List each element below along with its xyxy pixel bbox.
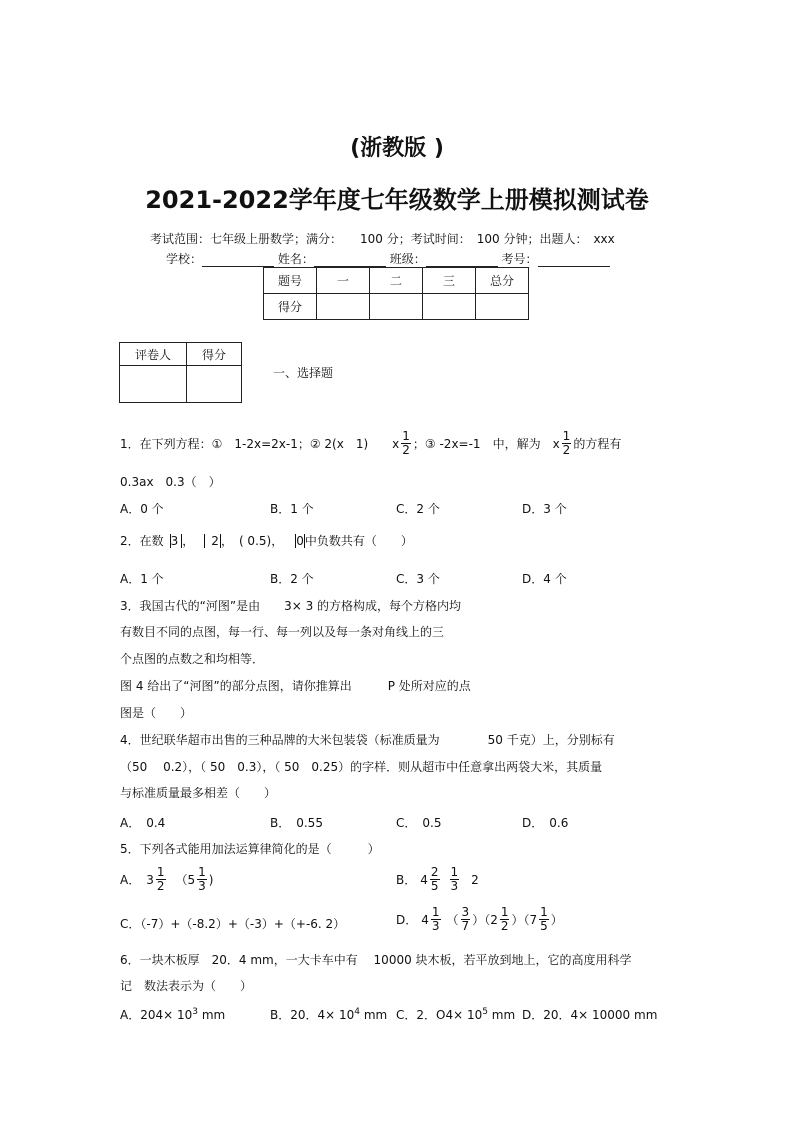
score-cell <box>370 294 423 320</box>
whole: 2 <box>490 912 498 927</box>
school-label: 学校： <box>166 252 203 266</box>
grader-header-cell: 评卷人 <box>120 343 187 366</box>
paren: （ <box>175 873 188 887</box>
exponent: 3 <box>192 1007 198 1017</box>
question-6-line: 记 数法表示为（ ） <box>120 979 253 993</box>
mixed-number <box>146 866 167 893</box>
exponent: 5 <box>482 1007 488 1017</box>
q4-option-b: B． 0.55 <box>270 816 323 830</box>
q6-option-d: D．20．4× 10000 mm <box>522 1008 658 1022</box>
numerator: 3 <box>461 905 470 919</box>
fraction <box>500 906 510 933</box>
mixed-number <box>530 906 551 933</box>
option-text: mm <box>360 1008 388 1022</box>
score-header-cell: 二 <box>370 268 423 294</box>
option-text: mm <box>198 1008 226 1022</box>
q6-option-c <box>396 1006 515 1023</box>
question-2-stem <box>120 532 413 549</box>
q1-text: ；③ -2x=-1 中，解为 x <box>412 437 560 451</box>
fraction <box>197 866 207 893</box>
q6-option-b <box>270 1006 387 1023</box>
score-header-cell: 总分 <box>476 268 529 294</box>
score-cell <box>423 294 476 320</box>
numerator: 1 <box>402 429 410 443</box>
score-row-label: 得分 <box>264 294 317 320</box>
q1-option-a: A．0 个 <box>120 502 164 516</box>
whole: 4 <box>420 872 428 887</box>
q2-text: 3 <box>170 533 179 548</box>
option-label: D． <box>396 913 418 927</box>
question-5-stem: 5．下列各式能用加法运算律简化的是（ ） <box>120 842 380 856</box>
paren: ）（ <box>511 913 530 927</box>
question-4-line: 与标准质量最多相差（ ） <box>120 786 277 800</box>
q4-option-a: A． 0.4 <box>120 816 166 830</box>
score-cell <box>317 294 370 320</box>
q4-option-c: C． 0.5 <box>396 816 442 830</box>
score-table <box>263 267 529 320</box>
page-title: 2021-2022学年度七年级数学上册模拟测试卷 <box>145 186 649 214</box>
exponent: 4 <box>354 1007 361 1017</box>
fraction <box>450 866 460 893</box>
name-blank <box>314 253 386 267</box>
denominator: 2 <box>500 919 509 933</box>
mixed-number <box>421 906 442 933</box>
q4-option-d: D． 0.6 <box>522 816 569 830</box>
number: 2 <box>471 872 479 887</box>
q2-text: ， <box>182 534 195 548</box>
fraction <box>562 430 572 457</box>
q2-option-d: D．4 个 <box>522 572 567 586</box>
question-3-line: 图是（ ） <box>120 706 193 720</box>
paren: ）（ <box>472 913 491 927</box>
numerator: 1 <box>562 429 571 443</box>
denominator: 3 <box>198 879 206 893</box>
denominator: 2 <box>156 879 165 893</box>
denominator: 5 <box>430 879 439 893</box>
whole: 7 <box>529 912 538 927</box>
mixed-number <box>420 866 441 893</box>
grader-header-cell: 得分 <box>187 343 242 366</box>
numerator: 1 <box>540 905 548 919</box>
q5-option-c: C．（-7）+（-8.2）+（-3）+（+-6. 2） <box>120 917 346 931</box>
question-3-line: 有数目不同的点图，每一行、每一列以及每一条对角线上的三 <box>120 625 445 639</box>
q5-option-a <box>120 866 213 893</box>
denominator: 5 <box>540 919 548 933</box>
score-header-cell: 题号 <box>264 268 317 294</box>
number-label: 考号： <box>501 252 538 266</box>
q1-text: 的方程有 <box>573 437 622 451</box>
question-3-line: 3．我国古代的“河图”是由 3× 3 的方格构成，每个方格内均 <box>120 599 462 613</box>
q2-text: 中负数共有（ ） <box>304 534 413 548</box>
option-text: C．2．O4× 10 <box>396 1008 483 1022</box>
paren: ） <box>550 913 563 927</box>
question-3-line: 图 4 给出了“河图”的部分点图，请你推算出 P 处所对应的点 <box>120 679 471 693</box>
score-header-cell: 一 <box>317 268 370 294</box>
section-title: 一、选择题 <box>273 366 334 380</box>
fraction <box>431 906 441 933</box>
abs-bar <box>204 534 205 548</box>
option-label: B． <box>396 873 417 887</box>
student-fields <box>166 250 610 267</box>
q6-option-a <box>120 1006 225 1023</box>
paren: （ <box>446 913 459 927</box>
option-label: A． <box>120 873 141 887</box>
question-1-stem <box>120 430 621 457</box>
q2-option-c: C．3 个 <box>396 572 440 586</box>
denominator: 3 <box>431 919 440 933</box>
exam-info: 考试范围：七年级上册数学；满分： 100 分；考试时间： 100 分钟；出题人： xxx <box>150 232 615 246</box>
option-text: A．204× 10 <box>120 1008 193 1022</box>
name-label: 姓名： <box>277 252 314 266</box>
numerator: 1 <box>198 865 206 879</box>
denominator: 2 <box>402 443 410 457</box>
question-6-line: 6．一块木板厚 20．4 mm，一大卡车中有 10000 块木板，若平放到地上，它的高度用科学 <box>120 953 632 967</box>
grader-cell <box>120 366 187 403</box>
score-header-cell: 三 <box>423 268 476 294</box>
grader-cell <box>187 366 242 403</box>
fraction <box>430 866 440 893</box>
number-blank <box>538 253 610 267</box>
numerator: 1 <box>500 905 509 919</box>
numerator: 2 <box>430 865 439 879</box>
q1-option-d: D．3 个 <box>522 502 567 516</box>
q2-option-b: B．2 个 <box>270 572 314 586</box>
fraction <box>461 906 471 933</box>
paren: ) <box>208 872 214 887</box>
fraction <box>156 866 166 893</box>
denominator: 3 <box>450 879 459 893</box>
q5-option-b <box>396 866 479 893</box>
mixed-number <box>490 906 511 933</box>
option-text: mm <box>487 1008 516 1022</box>
whole: 3 <box>146 872 154 887</box>
question-1-line2: 0.3ax 0.3（ ） <box>120 475 221 489</box>
mixed-number <box>188 866 209 893</box>
denominator: 7 <box>461 919 470 933</box>
edition-label: (浙教版 ) <box>350 136 444 161</box>
option-text: B．20．4× 10 <box>270 1008 355 1022</box>
q2-option-a: A．1 个 <box>120 572 164 586</box>
question-4-line: （50 0.2），（ 50 0.3），（ 50 0.25）的字样．则从超市中任意拿出两袋大米，其质量 <box>120 760 603 774</box>
question-4-line: 4．世纪联华超市出售的三种品牌的大米包装袋（标准质量为 50 千克）上，分别标有 <box>120 733 615 747</box>
q1-text: 1．在下列方程：① 1-2x=2x-1；② 2(x 1) x <box>120 437 400 451</box>
q2-text: ， ( 0.5)， <box>220 534 284 548</box>
fraction <box>401 430 411 457</box>
numerator: 1 <box>431 905 440 919</box>
denominator: 2 <box>562 443 571 457</box>
question-3-line: 个点图的点数之和均相等． <box>120 652 265 666</box>
q1-option-c: C．2 个 <box>396 502 440 516</box>
grader-table <box>119 342 242 403</box>
score-cell <box>476 294 529 320</box>
whole: 5 <box>187 872 196 887</box>
fraction <box>539 906 549 933</box>
q2-text: 0 <box>296 533 304 548</box>
q2-text: 2 <box>211 533 219 548</box>
class-blank <box>426 253 498 267</box>
whole: 4 <box>421 912 429 927</box>
numerator: 1 <box>156 865 165 879</box>
school-blank <box>202 253 274 267</box>
class-label: 班级： <box>389 252 426 266</box>
q1-option-b: B．1 个 <box>270 502 314 516</box>
q5-option-d <box>396 906 563 933</box>
numerator: 1 <box>450 865 459 879</box>
q2-text: 2．在数 <box>120 534 164 548</box>
